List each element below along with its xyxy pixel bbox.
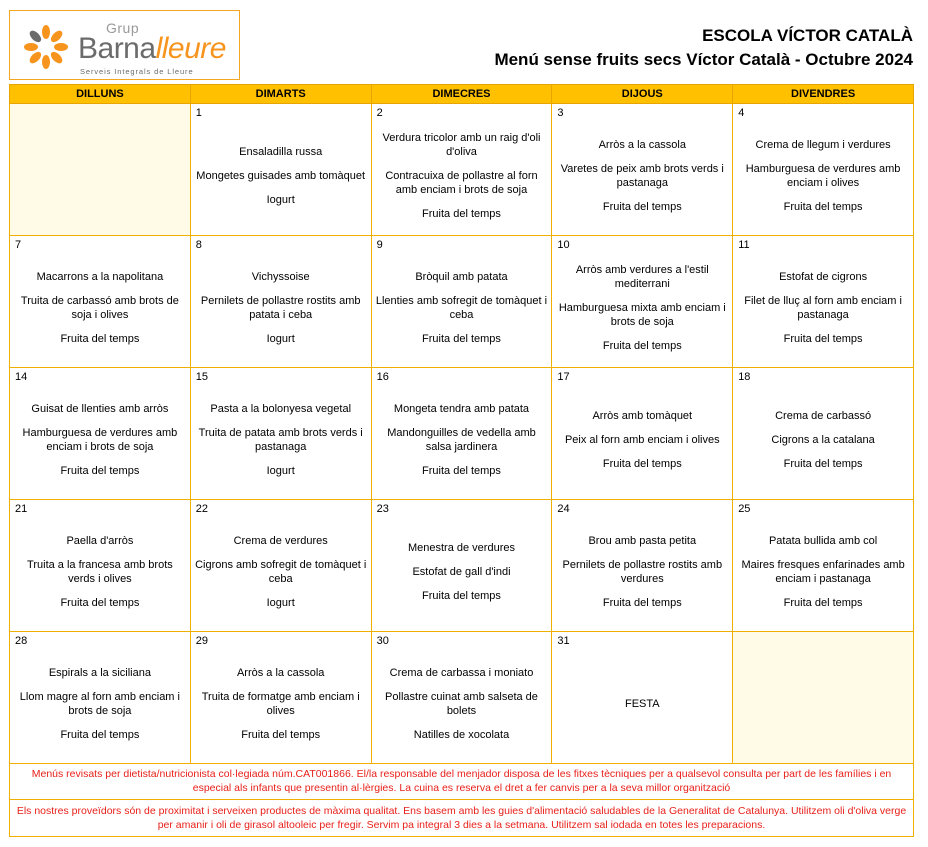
dish-list <box>13 514 187 629</box>
dish-list <box>375 118 549 233</box>
dish-item: Filet de lluç al forn amb enciam i pastanaga <box>744 294 902 321</box>
day-cell <box>190 500 371 632</box>
dish-item: Brou amb pasta petita <box>588 534 697 547</box>
dish-item: Crema de verdures <box>233 534 328 547</box>
dish-item: Mongeta tendra amb patata <box>393 402 530 415</box>
dietitian-note: Menús revisats per dietista/nutricionista col·legiada núm.CAT001866. El/la responsable del menjador disposa de les fitxes tècniques per a qualsevol consulta per part de les famílies i en especial als infants que presentin al·lèrgies. La cuina es reserva el dret a fer canvis per a la seva millor organització <box>31 768 892 794</box>
dish-item: Fruita del temps <box>422 332 501 345</box>
dish-list <box>736 514 910 629</box>
weekday-header: DIMARTS <box>190 85 371 104</box>
empty-day-cell <box>733 632 914 764</box>
dish-list <box>194 250 368 365</box>
day-cell <box>371 104 552 236</box>
dish-item: Fruita del temps <box>783 596 863 609</box>
day-cell <box>371 236 552 368</box>
day-number: 30 <box>376 635 389 647</box>
day-number: 3 <box>557 107 564 119</box>
day-cell <box>190 104 371 236</box>
dish-list <box>13 118 187 233</box>
dish-list <box>375 250 549 365</box>
day-cell <box>733 104 914 236</box>
week-row <box>10 236 914 368</box>
dish-list <box>736 382 910 497</box>
logo-lleure-text: lleure <box>155 32 226 65</box>
dish-list <box>375 646 549 761</box>
dish-item: Fruita del temps <box>241 728 321 741</box>
dish-item: Estofat de gall d'indi <box>412 565 511 578</box>
dish-item: Vichyssoise <box>251 270 310 283</box>
logo-tagline: Serveis Integrals de Lleure <box>80 67 194 76</box>
day-cell <box>552 236 733 368</box>
dish-item: Fruita del temps <box>60 728 140 741</box>
dish-item: Arròs amb tomàquet <box>592 409 693 422</box>
week-row <box>10 104 914 236</box>
dish-item: Paella d'arròs <box>66 534 134 547</box>
day-cell <box>371 368 552 500</box>
dish-list <box>555 514 729 629</box>
day-cell <box>733 500 914 632</box>
dish-item: Iogurt <box>266 596 295 609</box>
day-cell <box>10 632 191 764</box>
empty-day-cell <box>10 104 191 236</box>
dish-item: Truita de formatge amb enciam i olives <box>201 690 360 717</box>
day-cell <box>552 104 733 236</box>
day-cell <box>190 236 371 368</box>
day-cell <box>10 500 191 632</box>
dish-item: Fruita del temps <box>602 200 682 213</box>
day-number: 23 <box>376 503 389 515</box>
logo-grup-text: Grup <box>106 20 140 36</box>
menu-calendar <box>9 84 914 764</box>
dish-item: Estofat de cigrons <box>779 270 868 283</box>
dish-item: Fruita del temps <box>422 207 501 220</box>
logo-barna-text: Barna <box>78 32 156 65</box>
day-number: 16 <box>376 371 389 383</box>
dish-item: Fruita del temps <box>602 596 682 609</box>
day-number: 8 <box>195 239 202 251</box>
dish-item: Llom magre al forn amb enciam i brots de soja <box>19 690 180 717</box>
dish-item: Cigrons amb sofregit de tomàquet i ceba <box>195 558 367 585</box>
day-cell <box>371 632 552 764</box>
weekday-header: DIJOUS <box>552 85 733 104</box>
day-number: 11 <box>738 239 750 251</box>
day-cell <box>10 368 191 500</box>
dish-list <box>555 646 729 761</box>
dish-item: Hamburguesa de verdures amb enciam i brots de soja <box>22 426 178 453</box>
flower-logo-icon <box>22 23 70 71</box>
dish-item: Varetes de peix amb brots verds i pastanaga <box>560 162 724 189</box>
dish-item: Fruita del temps <box>602 339 682 352</box>
dish-item: Pernilets de pollastre rostits amb verdures <box>562 558 723 585</box>
day-number: 29 <box>195 635 209 647</box>
day-cell <box>733 368 914 500</box>
day-number: 28 <box>15 635 28 647</box>
dish-item: Guisat de llenties amb arròs <box>31 402 169 415</box>
dish-item: Mongetes guisades amb tomàquet <box>196 169 366 182</box>
dish-item: Iogurt <box>266 193 295 206</box>
day-number: 1 <box>195 107 202 119</box>
day-number: 9 <box>376 239 383 251</box>
dish-item: Pasta a la bolonyesa vegetal <box>210 402 352 415</box>
dish-item: Iogurt <box>266 464 295 477</box>
day-number: 10 <box>557 239 570 251</box>
dish-item: Macarrons a la napolitana <box>36 270 164 283</box>
dish-item: Truita de carbassó amb brots de soja i olives <box>20 294 179 321</box>
dish-list <box>736 118 910 233</box>
weekday-header: DILLUNS <box>10 85 191 104</box>
dish-item: Fruita del temps <box>60 596 140 609</box>
dish-list <box>555 250 729 365</box>
suppliers-note: Els nostres proveïdors són de proximitat i serveixen productes de màxima qualitat. Ens basem amb les guies d'alimentació saludables de la Generalitat de Catalunya. Utilitzem oli d'oliva verge per amanir i oli de girasol altooleic per fregir. Servim pa integral 3 dies a la setmana. Utilitzem sal iodada en totes les preparacions. <box>10 799 913 836</box>
dish-item: Arròs amb verdures a l'estil mediterrani <box>575 263 709 290</box>
dish-item: Hamburguesa de verdures amb enciam i olives <box>745 162 901 189</box>
dish-item: Crema de carbassó <box>775 409 872 422</box>
dish-item: Maires fresques enfarinades amb enciam i pastanaga <box>741 558 905 585</box>
dish-item: Contracuixa de pollastre al forn amb enciam i brots de soja <box>385 169 538 196</box>
dish-list <box>194 514 368 629</box>
dish-list <box>194 382 368 497</box>
logo <box>9 10 240 80</box>
dish-item: Iogurt <box>266 332 295 345</box>
day-number: 21 <box>15 503 28 515</box>
day-cell <box>552 500 733 632</box>
dish-item: Peix al forn amb enciam i olives <box>564 433 720 446</box>
day-number: 14 <box>15 371 28 383</box>
dish-list <box>736 646 910 761</box>
dish-item: Menestra de verdures <box>407 541 515 554</box>
dish-item: Fruita del temps <box>422 464 501 477</box>
dish-item: Fruita del temps <box>422 589 501 602</box>
dish-item: Pollastre cuinat amb salseta de bolets <box>385 690 538 717</box>
footer-notes <box>9 763 914 837</box>
day-number: 25 <box>738 503 751 515</box>
day-cell <box>10 236 191 368</box>
dish-item: Espirals a la siciliana <box>48 666 151 679</box>
dish-item: Bròquil amb patata <box>415 270 508 283</box>
dish-item: Fruita del temps <box>783 332 863 345</box>
dish-item: Arròs a la cassola <box>236 666 325 679</box>
dish-item: Truita de patata amb brots verds i pastanaga <box>198 426 363 453</box>
dish-list <box>194 646 368 761</box>
dish-item: Ensaladilla russa <box>239 145 323 158</box>
weekday-header: DIMECRES <box>371 85 552 104</box>
dish-item: Fruita del temps <box>783 200 863 213</box>
day-cell <box>733 236 914 368</box>
dish-list <box>736 250 910 365</box>
dish-item: Arròs a la cassola <box>598 138 686 151</box>
day-number: 17 <box>557 371 570 383</box>
dish-list <box>375 514 549 629</box>
day-cell <box>552 632 733 764</box>
dish-list <box>555 382 729 497</box>
dish-item: Crema de carbassa i moniato <box>389 666 534 679</box>
dish-item: Cigrons a la catalana <box>771 433 875 446</box>
dish-item: Patata bullida amb col <box>768 534 878 547</box>
day-number: 31 <box>557 635 570 647</box>
dish-item: Hamburguesa mixta amb enciam i brots de soja <box>558 301 726 328</box>
menu-title: Menú sense fruits secs Víctor Català - Octubre 2024 <box>494 50 913 69</box>
dish-item: Mandonguilles de vedella amb salsa jardinera <box>387 426 536 453</box>
day-number: 18 <box>738 371 751 383</box>
week-row <box>10 632 914 764</box>
day-cell <box>190 368 371 500</box>
dish-item: FESTA <box>624 697 660 710</box>
school-title: ESCOLA VÍCTOR CATALÀ <box>702 26 913 45</box>
dish-item: Llenties amb sofregit de tomàquet i ceba <box>375 294 548 321</box>
dish-item: Fruita del temps <box>60 464 140 477</box>
day-cell <box>371 500 552 632</box>
dish-list <box>555 118 729 233</box>
dish-item: Crema de llegum i verdures <box>755 138 891 151</box>
day-number: 2 <box>376 107 383 119</box>
day-number: 22 <box>195 503 209 515</box>
logo-wordmark <box>78 33 226 65</box>
day-cell <box>552 368 733 500</box>
dish-list <box>13 646 187 761</box>
dish-item: Truita a la francesa amb brots verds i olives <box>27 558 173 585</box>
dish-item: Verdura tricolor amb un raig d'oli d'oliva <box>382 131 541 158</box>
day-number: 7 <box>15 239 22 251</box>
week-row <box>10 500 914 632</box>
dish-item: Natilles de xocolata <box>413 728 510 741</box>
day-number: 24 <box>557 503 570 515</box>
dish-item: Pernilets de pollastre rostits amb patata i ceba <box>200 294 361 321</box>
dish-list <box>13 382 187 497</box>
day-number: 4 <box>738 107 745 119</box>
dish-list <box>194 118 368 233</box>
week-row <box>10 368 914 500</box>
dish-item: Fruita del temps <box>602 457 682 470</box>
dish-list <box>375 382 549 497</box>
dish-item: Fruita del temps <box>783 457 863 470</box>
day-cell <box>190 632 371 764</box>
weekday-header-row <box>10 85 914 104</box>
dish-list <box>13 250 187 365</box>
dish-item: Fruita del temps <box>60 332 140 345</box>
weekday-header: DIVENDRES <box>733 85 914 104</box>
day-number: 15 <box>195 371 209 383</box>
